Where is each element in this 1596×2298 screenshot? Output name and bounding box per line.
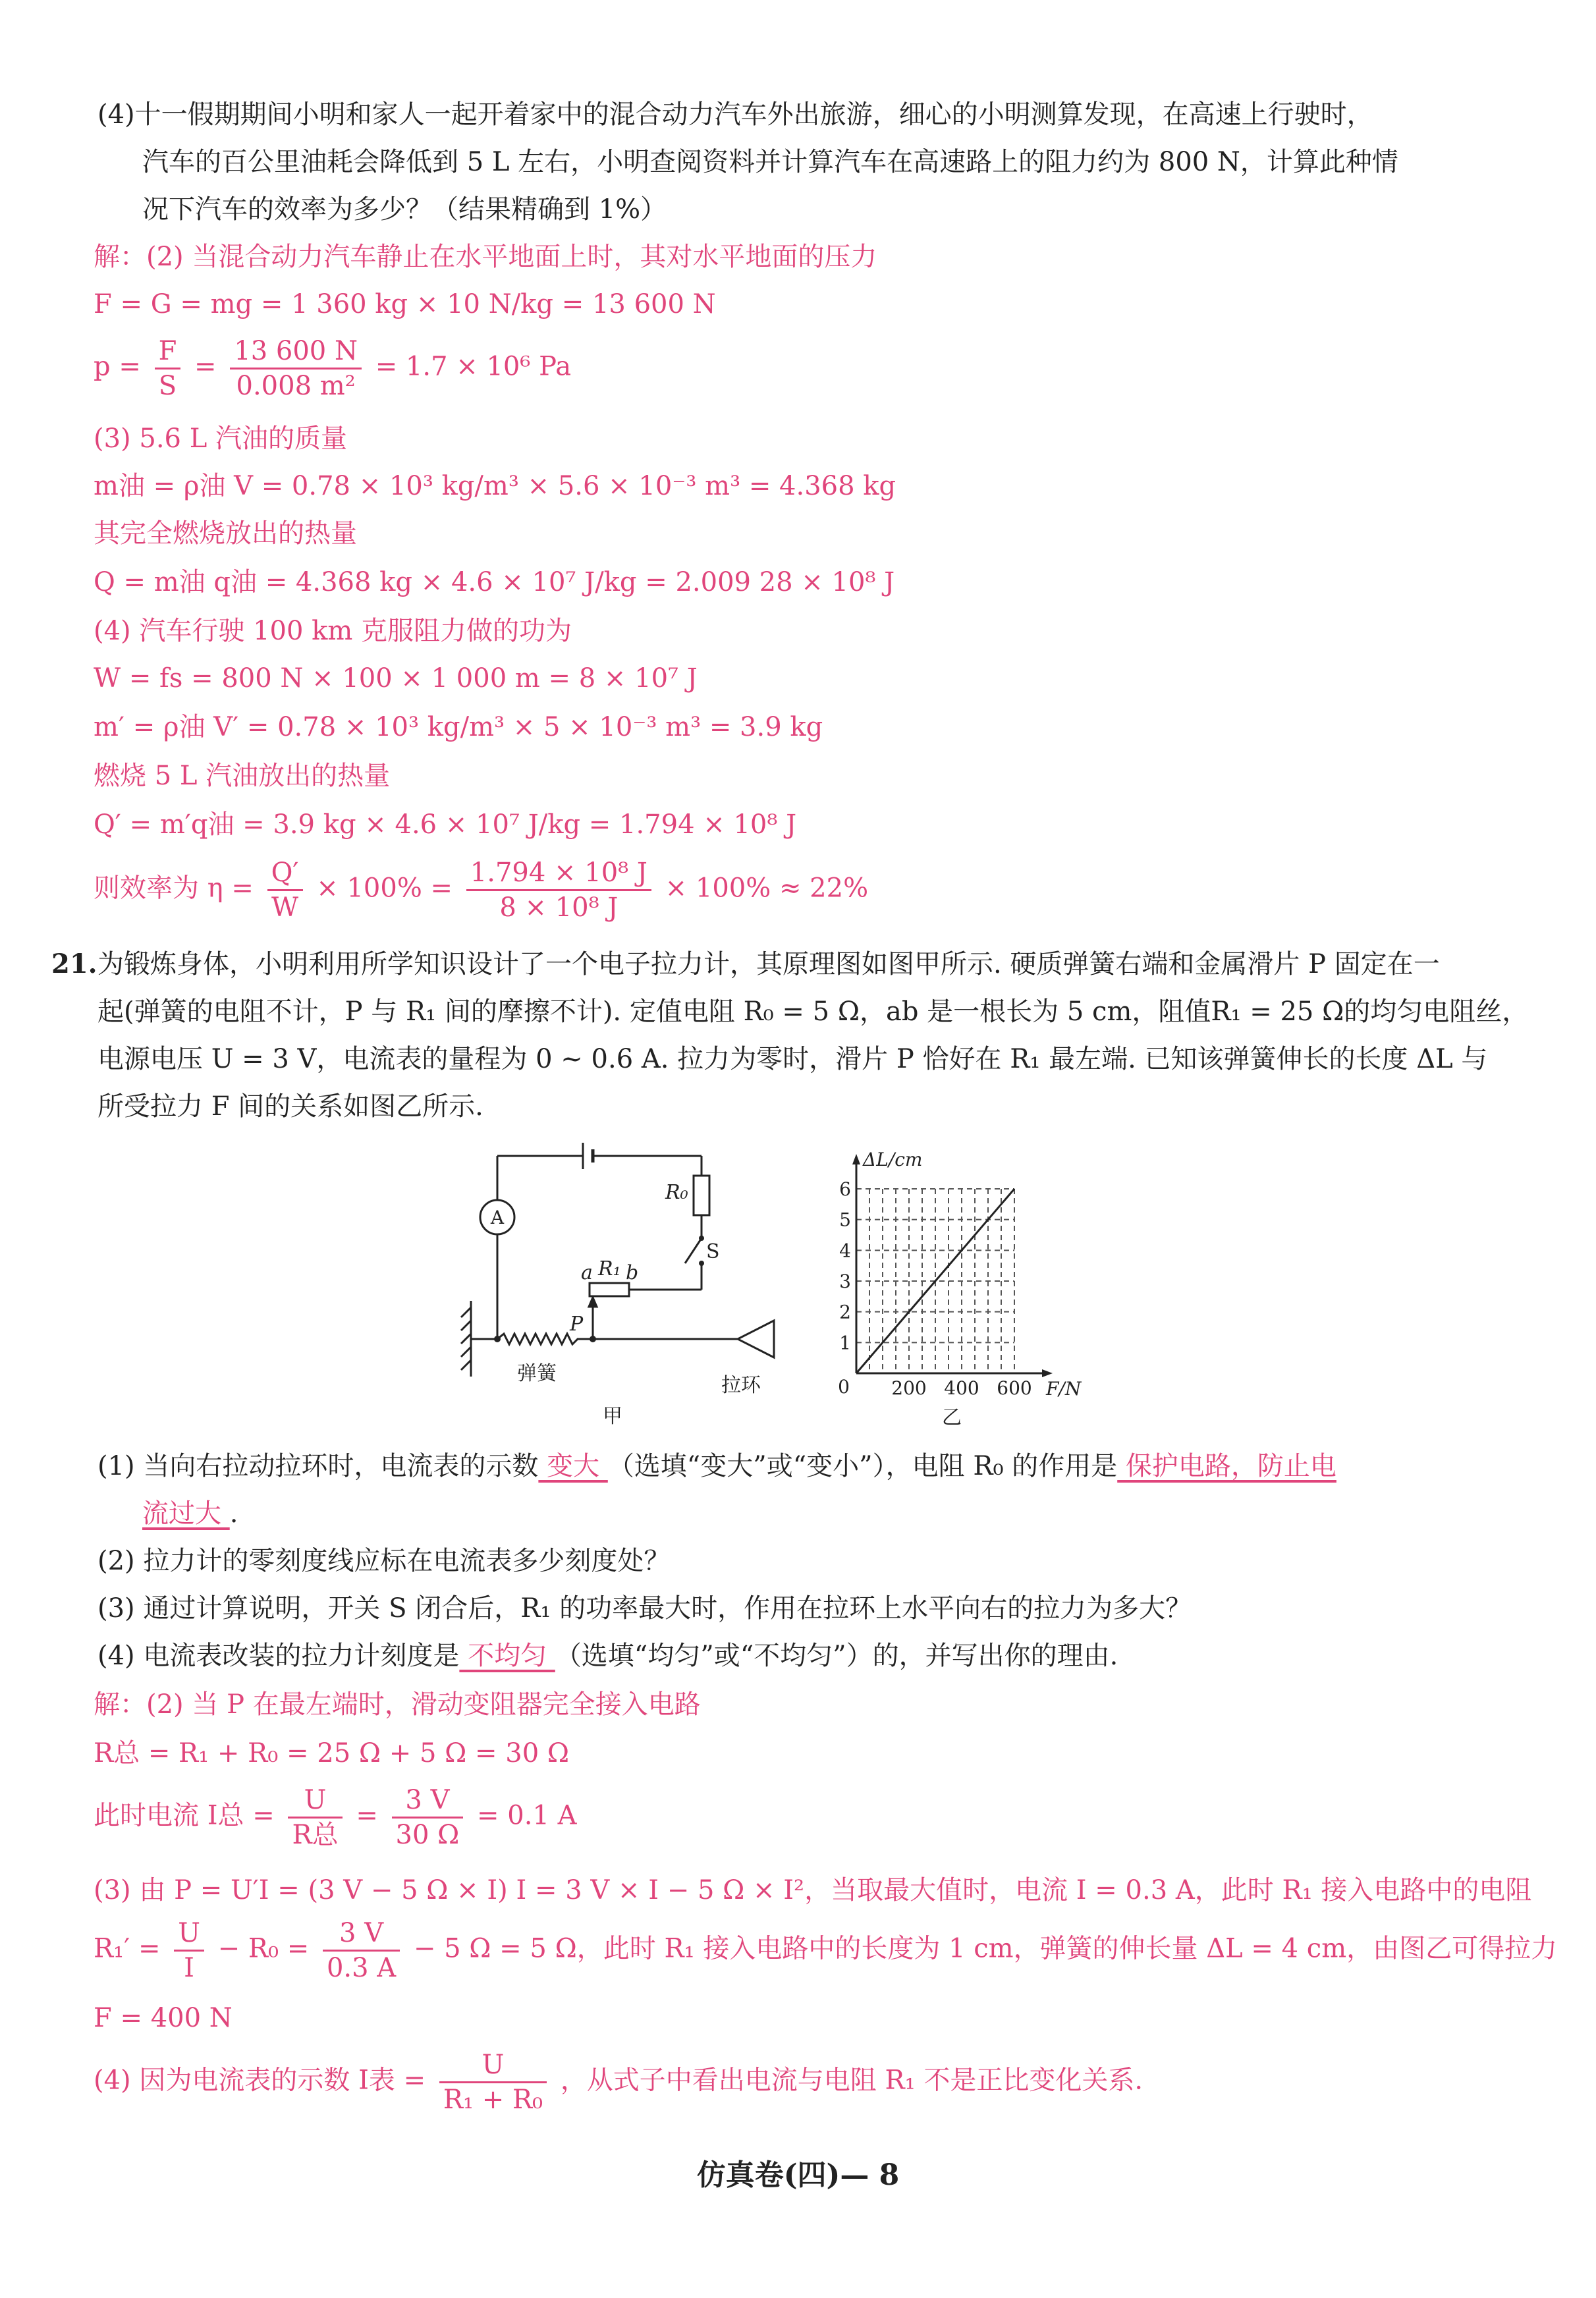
r1-resistor [590, 1283, 629, 1296]
sol21-current-formula: 此时电流 I总 = $\frac{U}{\text{R总}}$ = $\frac{3 V}{30 \Omega}$ = 0.1 A [94, 1785, 577, 1850]
q21-line1: 为锻炼身体，小明利用所学知识设计了一个电子拉力计，其原理图如图甲所示. 硬质弹簧右端和金属滑片 P 固定在一 [97, 949, 1440, 979]
sol20-line1: 解：(2) 当混合动力汽车静止在水平地面上时，其对水平地面的压力 [94, 242, 877, 272]
origin-label: 0 [838, 1376, 850, 1398]
sol21-resistance-formula: R₁′ = $\frac{U}{I}$ − R₀ = $\frac{3 V}{0.3 A}$ − 5 Ω = 5 Ω，此时 R₁ 接入电路中的长度为 1 cm，弹簧的伸长量 ΔL = 4 cm，由图乙可得拉力 [94, 1918, 1558, 1983]
point-a-label: a [581, 1261, 593, 1284]
sol21-line2: R总 = R₁ + R₀ = 25 Ω + 5 Ω = 30 Ω [94, 1738, 570, 1768]
y-tick-label: 6 [839, 1178, 851, 1200]
circuit-diagram [435, 1133, 804, 1436]
sol20-line2: F = G = mg = 1 360 kg × 10 N/kg = 13 600 N [94, 289, 716, 319]
sol20-line10: m′ = ρ油 V′ = 0.78 × 10³ kg/m³ × 5 × 10⁻³ m³ = 3.9 kg [94, 712, 823, 742]
x-tick-label: 200 [891, 1377, 927, 1399]
sol20-line6: 其完全燃烧放出的热量 [94, 518, 357, 549]
sol21-current-ratio-formula: (4) 因为电流表的示数 I表 = $\frac{U}{\text{R₁ + R₀}}$ ，从式子中看出电流与电阻 R₁ 不是正比变化关系. [94, 2050, 1143, 2115]
q21-number: 21. [51, 948, 97, 979]
q20-part4-line3: 况下汽车的效率为多少？（结果精确到 1%） [142, 194, 667, 225]
r1-label: R₁ [598, 1257, 621, 1280]
graph-delta-l-vs-f [823, 1146, 1120, 1436]
sol20-pressure-formula: p = $\frac{F}{S}$ = $\frac{13 600 N}{\text{0.008 m²}}$ = 1.7 × 10⁶ Pa [94, 336, 572, 401]
page-footer: 仿真卷(四)— 8 [696, 2158, 900, 2192]
sol20-efficiency-formula: 则效率为 η = $\frac{Q'}{W}$ × 100% = $\frac{\text{1.794 × 10⁸ J}}{\text{8 × 10⁸ J}}$ × 100% ≈ 22% [94, 858, 869, 923]
answer-2-blank-a: 保护电路，防止电 [1117, 1451, 1336, 1481]
spring-label: 弹簧 [517, 1362, 557, 1385]
sol20-line11: 燃烧 5 L 汽油放出的热量 [94, 761, 391, 791]
sol21-line1: 解：(2) 当 P 在最左端时，滑动变阻器完全接入电路 [94, 1689, 701, 1720]
circuit-caption: 甲 [603, 1405, 622, 1428]
ammeter-label: A [490, 1207, 505, 1228]
y-tick-label: 5 [839, 1209, 851, 1231]
point-b-label: b [626, 1261, 639, 1284]
sol20-line5: m油 = ρ油 V = 0.78 × 10³ kg/m³ × 5.6 × 10⁻³ m³ = 4.368 kg [94, 471, 896, 501]
x-tick-label: 400 [944, 1377, 979, 1399]
q20-part4-line1: (4)十一假期期间小明和家人一起开着家中的混合动力汽车外出旅游，细心的小明测算发现，在高速上行驶时， [97, 99, 1373, 130]
q21-part4: (4) 电流表改装的拉力计刻度是 不均匀 （选填“均匀”或“不均匀”）的，并写出你的理由. [97, 1641, 1118, 1671]
sol21-line6: F = 400 N [94, 2003, 233, 2033]
answer-1-blank: 变大 [538, 1451, 608, 1481]
sol21-line4: (3) 由 P = U′I = (3 V − 5 Ω × I) I = 3 V × I − 5 Ω × I²，当取最大值时，电流 I = 0.3 A，此时 R₁ 接入电路中的电阻 [94, 1875, 1532, 1905]
q21-line3: 电源电压 U = 3 V，电流表的量程为 0 ~ 0.6 A. 拉力为零时，滑片 P 恰好在 R₁ 最左端. 已知该弹簧伸长的长度 ΔL 与 [97, 1044, 1488, 1074]
pull-ring [738, 1321, 774, 1357]
answer-2-blank-b: 流过大 [142, 1498, 230, 1529]
q21-part2: (2) 拉力计的零刻度线应标在电流表多少刻度处？ [97, 1546, 671, 1576]
sol20-line8: (4) 汽车行驶 100 km 克服阻力做的功为 [94, 616, 572, 646]
q21-part1-line1: (1) 当向右拉动拉环时，电流表的示数 变大 （选填“变大”或“变小”），电阻 R₀ 的作用是 保护电路，防止电 [97, 1451, 1336, 1481]
x-axis-label: F/N [1046, 1378, 1082, 1400]
sol20-line7: Q = m油 q油 = 4.368 kg × 4.6 × 10⁷ J/kg = 2.009 28 × 10⁸ J [94, 567, 895, 597]
x-axis-arrow [1042, 1369, 1053, 1377]
graph-caption: 乙 [942, 1406, 962, 1429]
y-tick-label: 2 [839, 1301, 851, 1323]
sol20-line4: (3) 5.6 L 汽油的质量 [94, 424, 347, 454]
y-axis-label: ΔL/cm [863, 1149, 923, 1170]
switch-blade [685, 1238, 702, 1263]
switch-label: S [706, 1240, 720, 1263]
r0-label: R₀ [665, 1181, 688, 1204]
answer-3-blank: 不均匀 [459, 1641, 555, 1671]
r0-resistor [694, 1176, 709, 1215]
sol20-line12: Q′ = m′q油 = 3.9 kg × 4.6 × 10⁷ J/kg = 1.794 × 10⁸ J [94, 809, 797, 840]
ring-label: 拉环 [721, 1374, 761, 1397]
q21-line2: 起(弹簧的电阻不计，P 与 R₁ 间的摩擦不计). 定值电阻 R₀ = 5 Ω，ab 是一根长为 5 cm，阻值R₁ = 25 Ω的均匀电阻丝， [97, 997, 1529, 1027]
q21-part3: (3) 通过计算说明，开关 S 闭合后，R₁ 的功率最大时，作用在拉环上水平向右的拉力为多大？ [97, 1593, 1192, 1624]
x-tick-label: 600 [997, 1377, 1032, 1399]
y-axis-arrow [852, 1154, 860, 1164]
q21-part1-line2: 流过大 . [142, 1498, 238, 1529]
q21-line4: 所受拉力 F 间的关系如图乙所示. [97, 1091, 483, 1122]
sol20-line9: W = fs = 800 N × 100 × 1 000 m = 8 × 10⁷ J [94, 663, 698, 694]
slider-p-label: P [570, 1313, 584, 1336]
y-tick-label: 1 [839, 1332, 851, 1354]
q20-part4-line2: 汽车的百公里油耗会降低到 5 L 左右，小明查阅资料并计算汽车在高速路上的阻力约为 800 N，计算此种情 [142, 147, 1398, 177]
y-tick-label: 4 [839, 1240, 851, 1262]
y-tick-label: 3 [839, 1271, 851, 1292]
